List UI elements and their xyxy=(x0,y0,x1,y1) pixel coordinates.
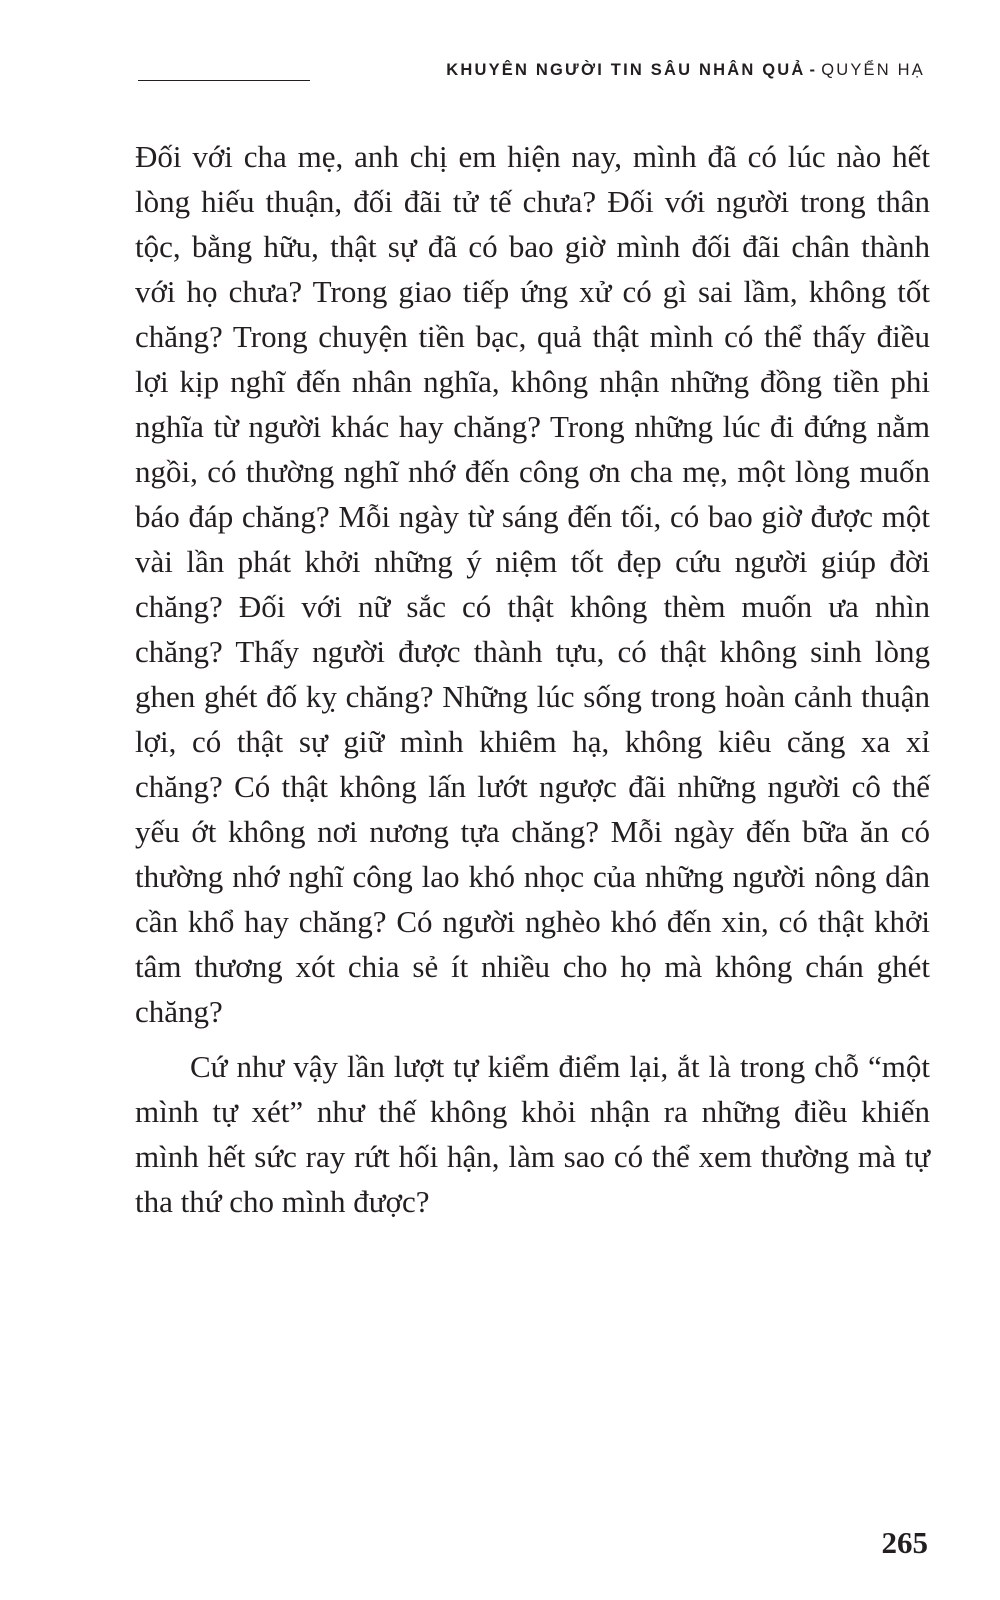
paragraph-1: Đối với cha mẹ, anh chị em hiện nay, mình đã có lúc nào hết lòng hiếu thuận, đối đãi tử tế chưa? Đối với người trong thân tộc, bằng hữu, thật sự đã có bao giờ mình đối đãi chân thành với họ chưa? Trong giao tiếp ứng xử có gì sai lầm, không tốt chăng? Trong chuyện tiền bạc, quả thật mình có thể thấy điều lợi kịp nghĩ đến nhân nghĩa, không nhận những đồng tiền phi nghĩa từ người khác hay chăng? Trong những lúc đi đứng nằm ngồi, có thường nghĩ nhớ đến công ơn cha mẹ, một lòng muốn báo đáp chăng? Mỗi ngày từ sáng đến tối, có bao giờ được một vài lần phát khởi những ý niệm tốt đẹp cứu người giúp đời chăng? Đối với nữ sắc có thật không thèm muốn ưa nhìn chăng? Thấy người được thành tựu, có thật không sinh lòng ghen ghét đố kỵ chăng? Những lúc sống trong hoàn cảnh thuận lợi, có thật sự giữ mình khiêm hạ, không kiêu căng xa xỉ chăng? Có thật không lấn lướt ngược đãi những người cô thế yếu ớt không nơi nương tựa chăng? Mỗi ngày đến bữa ăn có thường nhớ nghĩ công lao khó nhọc của những người nông dân cần khổ hay chăng? Có người nghèo khó đến xin, có thật khởi tâm thương xót chia sẻ ít nhiều cho họ mà không chán ghét chăng? xyxy=(135,139,930,1029)
page-number: 265 xyxy=(881,1525,928,1560)
book-title: KHUYÊN NGƯỜI TIN SÂU NHÂN QUẢ xyxy=(446,61,806,79)
header-separator: - xyxy=(809,61,818,79)
header-rule xyxy=(138,80,310,81)
volume-label: QUYỂN HẠ xyxy=(821,61,925,79)
running-header xyxy=(446,61,925,80)
body-text xyxy=(135,134,930,1224)
paragraph-2: Cứ như vậy lần lượt tự kiểm điểm lại, ắt là trong chỗ “một mình tự xét” như thế không khỏi nhận ra những điều khiến mình hết sức ray rứt hối hận, làm sao có thể xem thường mà tự tha thứ cho mình được? xyxy=(135,1049,930,1219)
